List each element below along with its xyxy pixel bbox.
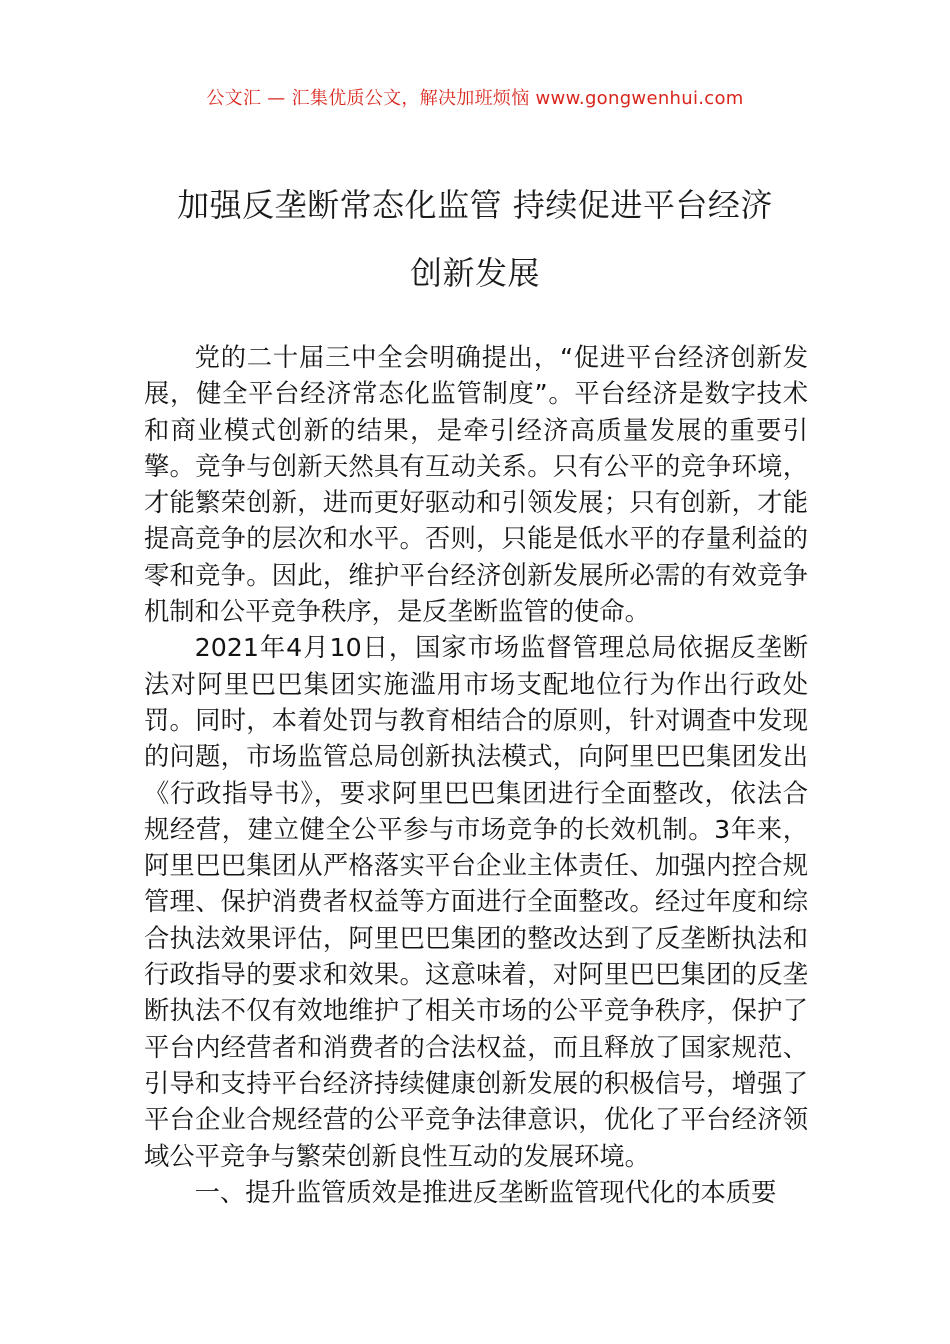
document-body [144,340,808,1211]
body-paragraph-1: 党的二十届三中全会明确提出，“促进平台经济创新发展，健全平台经济常态化监管制度”。平台经济是数字技术和商业模式创新的结果，是牵引经济高质量发展的重要引擎。竞争与创新天然具有互动关系。只有公平的竞争环境，才能繁荣创新，进而更好驱动和引领发展；只有创新，才能提高竞争的层次和水平。否则，只能是低水平的存量利益的零和竞争。因此，维护平台经济创新发展所必需的有效竞争机制和公平竞争秩序，是反垄断监管的使命。 [144,343,808,627]
document-title-line-2: 创新发展 [409,254,540,292]
header-banner: 公文汇 — 汇集优质公文，解决加班烦恼 www.gongwenhui.com [206,88,744,109]
document-title-line-1: 加强反垄断常态化监管 持续促进平台经济 [177,186,773,224]
body-paragraph-2: 2021年4月10日，国家市场监督管理总局依据反垄断法对阿里巴巴集团实施滥用市场支配地位行为作出行政处罚。同时，本着处罚与教育相结合的原则，针对调查中发现的问题，市场监管总局创新执法模式，向阿里巴巴集团发出《行政指导书》，要求阿里巴巴集团进行全面整改，依法合规经营，建立健全公平参与市场竞争的长效机制。3年来，阿里巴巴集团从严格落实平台企业主体责任、加强内控合规管理、保护消费者权益等方面进行全面整改。经过年度和综合执法效果评估，阿里巴巴集团的整改达到了反垄断执法和行政指导的要求和效果。这意味着，对阿里巴巴集团的反垄断执法不仅有效地维护了相关市场的公平竞争秩序，保护了平台内经营者和消费者的合法权益，而且释放了国家规范、引导和支持平台经济持续健康创新发展的积极信号，增强了平台企业合规经营的公平竞争法律意识，优化了平台经济领域公平竞争与繁荣创新良性互动的发展环境。 [144,633,808,1171]
body-paragraph-3: 一、提升监管质效是推进反垄断监管现代化的本质要 [194,1177,777,1207]
